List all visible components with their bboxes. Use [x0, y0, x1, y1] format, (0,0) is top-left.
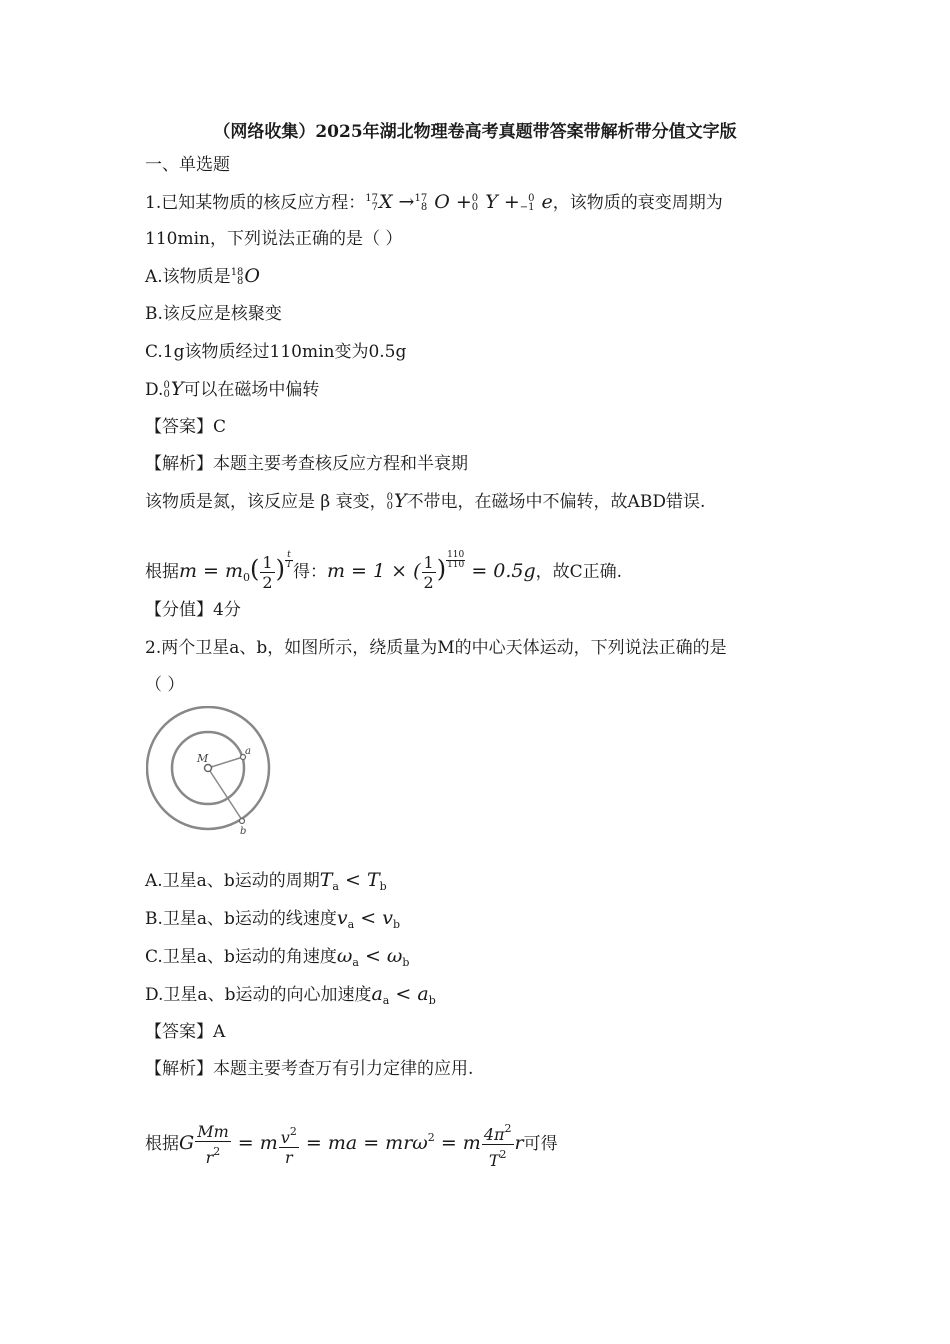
q2-gravitation-formula: G $\frac{Mm}{r^2}$ = m $\frac{v^2}{r}$ = ma = mrω$^2$ = m $\frac{4\pi^2}{T^2}$ r	[179, 1132, 524, 1154]
q2-stem-line1: 2.两个卫星a、b，如图所示，绕质量为M的中心天体运动，下列说法正确的是	[145, 638, 727, 658]
q2-option-b: B.卫星a、b运动的线速度$v_a < v_b$	[145, 907, 401, 931]
q1-answer: 【答案】C	[145, 417, 227, 437]
q2-option-a: A.卫星a、b运动的周期$T_a < T_b$	[145, 869, 387, 893]
q2-option-d: D.卫星a、b运动的向心加速度$a_a < a_b$	[145, 983, 436, 1007]
q1-decay-formula: $m = m_0$( $\frac{1}{2}$ ) $\frac{t}{T}$	[179, 550, 292, 592]
q1-option-b: B.该反应是核聚变	[145, 304, 282, 324]
radius-a	[208, 757, 243, 768]
radius-b	[208, 768, 242, 820]
q1-explanation-2: 根据$m = m_0$( $\frac{1}{2}$ ) $\frac{t}{T}$ 得：m = 1 × ( $\frac{1}{2}$ ) $\frac{110}{110}$ = 0.5g，故C正确.	[145, 550, 623, 592]
q2-stem-line2: （ ）	[145, 675, 185, 695]
label-a: a	[245, 746, 251, 757]
q2-analysis-heading: 【解析】本题主要考查万有引力定律的应用.	[145, 1059, 474, 1079]
label-b: b	[240, 826, 247, 837]
q1-stem-line2: 110min，下列说法正确的是（ ）	[145, 229, 403, 249]
q1-analysis-heading: 【解析】本题主要考查核反应方程和半衰期	[145, 454, 468, 474]
q1-option-a: A.该物质是18 8O	[145, 265, 260, 287]
q1-option-d: D.0 0Y可以在磁场中偏转	[145, 378, 320, 400]
central-body	[205, 765, 212, 772]
q1-explanation-1: 该物质是氮，该反应是 β 衰变，0 0Y不带电，在磁场中不偏转，故ABD错误.	[145, 490, 706, 512]
q1-option-c: C.1g该物质经过110min变为0.5g	[145, 342, 407, 362]
satellite-b	[240, 819, 245, 824]
orbit-diagram	[146, 706, 274, 838]
q2-answer: 【答案】A	[145, 1022, 226, 1042]
document-title: （网络收集）2025年湖北物理卷高考真题带答案带解析带分值文字版	[213, 122, 737, 142]
q1-decay-calculation: m = 1 × ( $\frac{1}{2}$ ) $\frac{110}{110}$ = 0.5g	[327, 550, 536, 592]
q2-explanation: 根据G $\frac{Mm}{r^2}$ = m $\frac{v^2}{r}$ = ma = mrω$^2$ = m $\frac{4\pi^2}{T^2}$ r可得	[145, 1118, 558, 1170]
section-heading: 一、单选题	[145, 155, 230, 175]
q1-score: 【分值】4分	[145, 600, 241, 620]
q1-nuclear-equation: 17 7X →17 8 O +0 0 Y + 0 −1 e	[365, 191, 553, 213]
q1-stem-line1: 1.已知某物质的核反应方程：17 7X →17 8 O +0 0 Y + 0 −1 e，该物质的衰变周期为	[145, 191, 723, 213]
label-M: M	[197, 752, 209, 765]
q2-option-c: C.卫星a、b运动的角速度$\omega_a < \omega_b$	[145, 945, 410, 969]
